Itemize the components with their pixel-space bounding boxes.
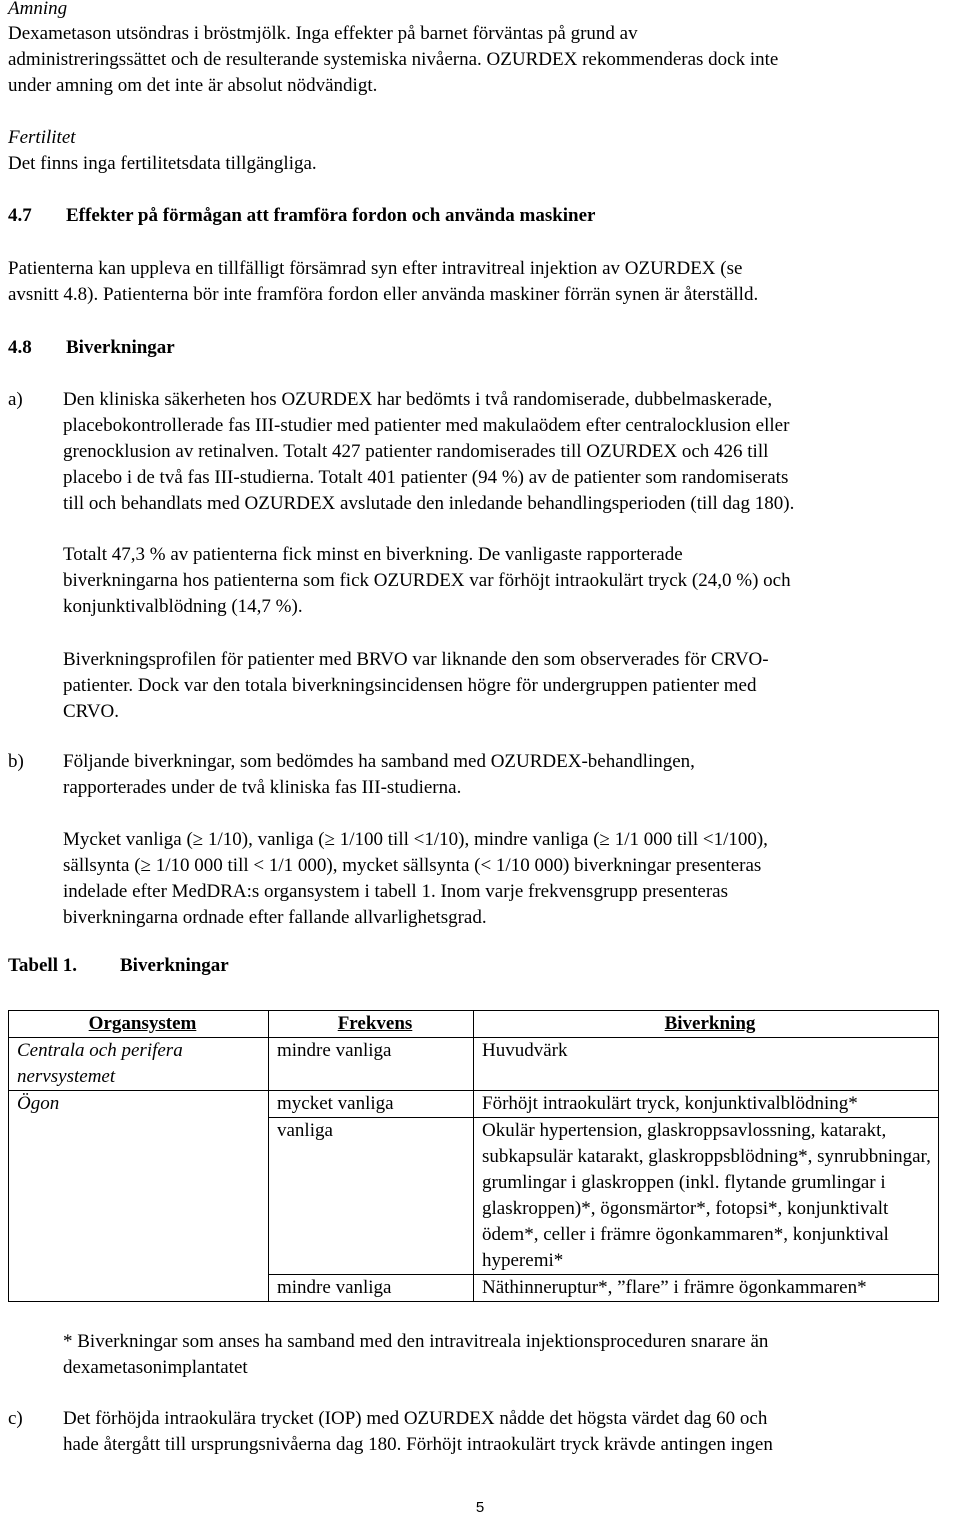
item-label-b: b) <box>8 751 24 772</box>
item-label-a: a) <box>8 389 23 410</box>
table-row <box>9 1275 939 1302</box>
a-para2-line: biverkningarna hos patienterna som fick OZURDEX var förhöjt intraokulärt tryck (24,0 %) och <box>63 570 791 591</box>
cell-frequency: mindre vanliga <box>269 1275 474 1302</box>
b-para2-line: indelade efter MedDRA:s organsystem i tabell 1. Inom varje frekvensgrupp presenteras <box>63 881 728 902</box>
cell-organ: Centrala och perifera nervsystemet <box>9 1038 269 1091</box>
adverse-reactions-table <box>8 1010 939 1302</box>
a-line: till och behandlats med OZURDEX avslutade den inledande behandlingsperioden (till dag 180). <box>63 493 795 514</box>
c-line: hade återgått till ursprungsnivåerna dag 180. Förhöjt intraokulärt tryck krävde antingen ingen <box>63 1434 773 1455</box>
table-row <box>9 1091 939 1118</box>
section-4-8-heading <box>8 335 175 361</box>
cell-effect: Huvudvärk <box>474 1038 939 1091</box>
cell-organ <box>9 1275 269 1302</box>
section-4-7-heading <box>8 203 596 229</box>
item-label-c: c) <box>8 1408 23 1429</box>
b-para2-line: sällsynta (≥ 1/10 000 till < 1/1 000), mycket sällsynta (< 1/10 000) biverkningar presenteras <box>63 855 762 876</box>
b-line: rapporterades under de två kliniska fas III-studierna. <box>63 777 462 798</box>
section-title: Effekter på förmågan att framföra fordon och använda maskiner <box>66 205 596 226</box>
cell-effect: Förhöjt intraokulärt tryck, konjunktivalblödning* <box>474 1091 939 1118</box>
section-4-7-line: avsnitt 4.8). Patienterna bör inte framföra fordon eller använda maskiner förrän synen är återställd. <box>8 284 759 305</box>
amning-heading: Amning <box>8 0 68 19</box>
cell-organ: Ögon <box>9 1091 269 1118</box>
table-footnote: * Biverkningar som anses ha samband med den intravitreala injektionsproceduren snarare än dexametasonimplantatet <box>63 1331 769 1378</box>
a-para3-line: Biverkningsprofilen för patienter med BRVO var liknande den som observerades för CRVO- <box>63 649 769 670</box>
table-row <box>9 1118 939 1275</box>
cell-effect: Näthinneruptur*, ”flare” i främre ögonkammaren* <box>474 1275 939 1302</box>
a-para3-line: CRVO. <box>63 701 120 722</box>
a-line: grenocklusion av retinalven. Totalt 427 patienter randomiserades till OZURDEX och 426 till <box>63 441 769 462</box>
header-organsystem: Organsystem <box>9 1011 269 1038</box>
table-label: Tabell 1. <box>8 955 77 976</box>
amning-line: under amning om det inte är absolut nödvändigt. <box>8 75 378 96</box>
a-line: placebo i de två fas III-studierna. Totalt 401 patienter (94 %) av de patienter som randomiserats <box>63 467 789 488</box>
section-number: 4.8 <box>8 337 32 358</box>
table-row <box>9 1038 939 1091</box>
cell-effect: Okulär hypertension, glaskroppsavlossning, katarakt, subkapsulär katarakt, glaskroppsblödning*, synrubbningar, grumlingar i glaskroppen (inkl. flytande grumlingar i glaskroppen)*, ögonsmärtor*, fotopsi*, konjunktivalt ödem*, celler i främre ögonkammaren*, konjunktival hyperemi* <box>474 1118 939 1275</box>
page-number: 5 <box>475 1499 485 1516</box>
amning-line: Dexametason utsöndras i bröstmjölk. Inga effekter på barnet förväntas på grund av <box>8 23 638 44</box>
a-para2-line: konjunktivalblödning (14,7 %). <box>63 596 303 617</box>
section-title: Biverkningar <box>66 337 175 358</box>
a-para2-line: Totalt 47,3 % av patienterna fick minst en biverkning. De vanligaste rapporterade <box>63 544 683 565</box>
table-header-row <box>9 1011 939 1038</box>
amning-line: administreringssättet och de resulterande systemiska nivåerna. OZURDEX rekommenderas dock inte <box>8 49 779 70</box>
header-frekvens: Frekvens <box>269 1011 474 1038</box>
b-para2-line: Mycket vanliga (≥ 1/10), vanliga (≥ 1/100 till <1/10), mindre vanliga (≥ 1/1 000 till <1/100), <box>63 829 768 850</box>
section-4-7-line: Patienterna kan uppleva en tillfälligt försämrad syn efter intravitreal injektion av OZURDEX (se <box>8 258 743 279</box>
cell-organ <box>9 1118 269 1275</box>
cell-frequency: mindre vanliga <box>269 1038 474 1091</box>
cell-frequency: mycket vanliga <box>269 1091 474 1118</box>
a-line: placebokontrollerade fas III-studier med patienter med makulaödem efter centralocklusion eller <box>63 415 790 436</box>
c-line: Det förhöjda intraokulära trycket (IOP) med OZURDEX nådde det högsta värdet dag 60 och <box>63 1408 768 1429</box>
cell-frequency: vanliga <box>269 1118 474 1275</box>
table-title: Biverkningar <box>120 955 229 976</box>
fertilitet-heading: Fertilitet <box>8 127 76 148</box>
fertilitet-text: Det finns inga fertilitetsdata tillgängliga. <box>8 153 317 174</box>
b-line: Följande biverkningar, som bedömdes ha samband med OZURDEX-behandlingen, <box>63 751 695 772</box>
table-caption <box>8 955 229 977</box>
b-para2-line: biverkningarna ordnade efter fallande allvarlighetsgrad. <box>63 907 487 928</box>
a-line: Den kliniska säkerheten hos OZURDEX har bedömts i två randomiserade, dubbelmaskerade, <box>63 389 773 410</box>
header-biverkning: Biverkning <box>474 1011 939 1038</box>
section-number: 4.7 <box>8 205 32 226</box>
a-para3-line: patienter. Dock var den totala biverkningsincidensen högre för undergruppen patienter med <box>63 675 757 696</box>
